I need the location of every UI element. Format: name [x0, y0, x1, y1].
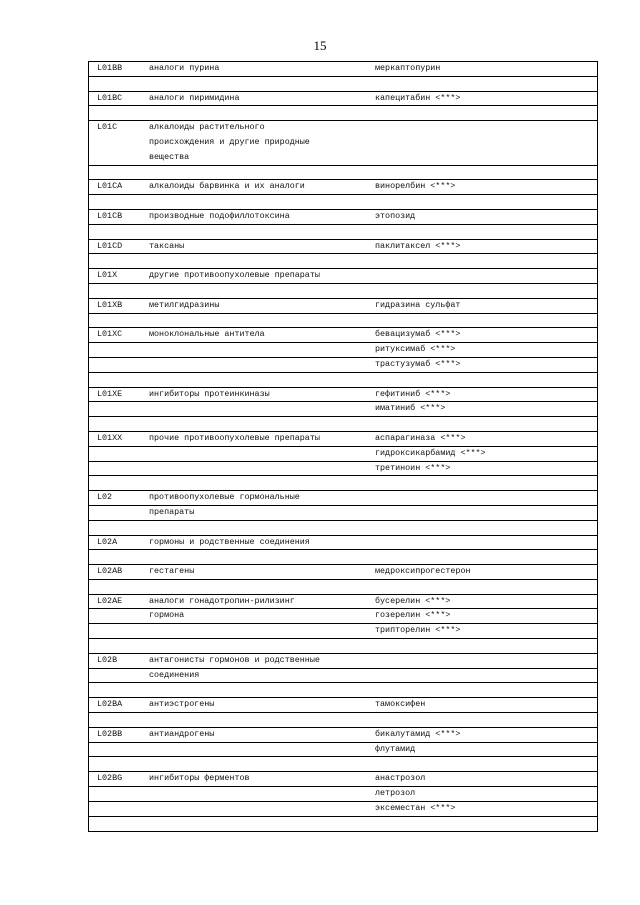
table-row: [89, 77, 597, 92]
table-row: [89, 817, 597, 832]
pharmacological-group-cell: аналоги пурина: [149, 63, 220, 73]
atc-code-cell: L01CB: [97, 210, 123, 221]
drug-name-cell: [367, 491, 597, 505]
table-row: [89, 521, 597, 536]
drug-name-cell: [367, 195, 597, 209]
table-row: [89, 269, 597, 284]
table-row: [89, 728, 597, 743]
table-row: [89, 210, 597, 225]
table-row: [89, 550, 597, 565]
pharmacological-group-cell: [141, 373, 367, 387]
pharmacological-group-cell: [141, 743, 367, 757]
drug-name-cell: флутамид: [375, 743, 416, 754]
table-row: [89, 343, 597, 358]
drug-name-cell: [367, 106, 597, 120]
pharmacological-group-cell: препараты: [149, 506, 195, 517]
pharmacological-group-cell: противоопухолевые гормональные: [149, 492, 300, 503]
atc-code-cell: L02BA: [97, 699, 123, 710]
table-row: [89, 166, 597, 181]
pharmacological-group-cell: [141, 521, 367, 535]
pharmacological-group-cell: ингибиторы ферментов: [149, 773, 250, 784]
table-row: [89, 225, 597, 240]
atc-code-cell: [89, 713, 141, 727]
table-row: [89, 609, 597, 624]
pharmacological-group-cell: [141, 77, 367, 91]
table-row: [89, 757, 597, 772]
pharmacological-group-cell: [141, 462, 367, 476]
pharmacological-group-cell: [141, 802, 367, 816]
drug-name-cell: винорелбин <***>: [375, 181, 456, 192]
table-row: [89, 447, 597, 462]
drug-name-cell: этопозид: [375, 210, 416, 221]
table-row: [89, 62, 597, 77]
pharmacological-group-cell: [141, 166, 367, 180]
table-row: [89, 669, 597, 684]
atc-code-cell: [89, 521, 141, 535]
drug-name-cell: гидразина сульфат: [375, 299, 461, 310]
drug-name-cell: медроксипрогестерон: [375, 566, 471, 577]
atc-code-cell: [89, 550, 141, 564]
atc-code-cell: [89, 743, 141, 757]
atc-code-cell: L01XE: [97, 388, 123, 399]
pharmacological-group-cell: [141, 447, 367, 461]
table-row: [89, 373, 597, 388]
table-row: [89, 683, 597, 698]
drug-name-cell: [367, 654, 597, 668]
table-row: [89, 180, 597, 195]
pharmacological-group-cell: [141, 225, 367, 239]
drug-name-cell: паклитаксел <***>: [375, 240, 461, 251]
table-row: [89, 388, 597, 403]
drug-name-cell: третиноин <***>: [375, 462, 451, 473]
table-row: [89, 402, 597, 417]
atc-code-cell: L02B: [97, 654, 118, 665]
pharmacological-group-cell: [141, 476, 367, 490]
drug-name-cell: бусерелин <***>: [375, 595, 451, 606]
atc-code-cell: [89, 669, 141, 683]
atc-code-cell: [89, 683, 141, 697]
atc-code-cell: L02AB: [97, 566, 123, 577]
drug-name-cell: анастрозол: [375, 773, 426, 784]
table-row: [89, 565, 597, 580]
drug-name-cell: [367, 536, 597, 550]
drug-name-cell: [367, 757, 597, 771]
atc-code-cell: L01BB: [97, 63, 123, 73]
pharmacological-group-cell: моноклональные антитела: [149, 329, 265, 340]
table-row: [89, 136, 597, 151]
table-row: [89, 772, 597, 787]
drug-name-cell: меркаптопурин: [375, 63, 441, 73]
page-number: 15: [313, 38, 327, 53]
drug-name-cell: [367, 77, 597, 91]
atc-code-cell: [89, 314, 141, 328]
pharmacological-group-cell: алкалоиды барвинка и их аналоги: [149, 181, 305, 192]
drug-name-cell: эксеместан <***>: [375, 802, 456, 813]
atc-code-cell: [89, 639, 141, 653]
pharmacological-group-cell: [141, 358, 367, 372]
pharmacological-group-cell: [141, 106, 367, 120]
atc-code-cell: [89, 343, 141, 357]
pharmacological-group-cell: метилгидразины: [149, 299, 220, 310]
pharmacological-group-cell: происхождения и другие природные: [149, 136, 310, 147]
table-row: [89, 787, 597, 802]
drug-name-cell: [367, 121, 597, 135]
atc-code-cell: [89, 166, 141, 180]
atc-code-cell: [89, 580, 141, 594]
table-row: [89, 299, 597, 314]
drug-name-cell: [367, 136, 597, 150]
drug-name-cell: [367, 521, 597, 535]
table-row: [89, 743, 597, 758]
table-row: [89, 698, 597, 713]
pharmacological-group-cell: гормоны и родственные соединения: [149, 536, 310, 547]
drug-name-cell: бикалутамид <***>: [375, 728, 461, 739]
drug-name-cell: [367, 166, 597, 180]
drug-name-cell: [367, 550, 597, 564]
table-row: [89, 417, 597, 432]
atc-code-cell: [89, 417, 141, 431]
pharmacological-group-cell: антиандрогены: [149, 728, 215, 739]
pharmacological-group-cell: гестагены: [149, 566, 195, 577]
table-row: [89, 536, 597, 551]
drug-name-cell: гефитиниб <***>: [375, 388, 451, 399]
table-row: [89, 284, 597, 299]
drug-name-cell: иматиниб <***>: [375, 403, 446, 414]
drug-name-cell: [367, 817, 597, 832]
drug-name-cell: аспарагиназа <***>: [375, 432, 466, 443]
atc-code-cell: [89, 476, 141, 490]
drug-name-cell: [367, 580, 597, 594]
pharmacological-group-cell: производные подофиллотоксина: [149, 210, 290, 221]
atc-code-cell: [89, 77, 141, 91]
drug-name-cell: [367, 254, 597, 268]
pharmacological-group-cell: [141, 580, 367, 594]
atc-code-cell: [89, 284, 141, 298]
atc-code-cell: [89, 254, 141, 268]
table-row: [89, 491, 597, 506]
atc-code-cell: L01C: [97, 122, 118, 133]
drug-name-cell: гозерелин <***>: [375, 610, 451, 621]
pharmacological-group-cell: [141, 343, 367, 357]
atc-code-cell: L02A: [97, 536, 118, 547]
pharmacological-group-cell: [141, 757, 367, 771]
atc-code-cell: L01BC: [97, 92, 123, 103]
drug-name-cell: тамоксифен: [375, 699, 426, 710]
drug-name-cell: [367, 639, 597, 653]
table-row: [89, 476, 597, 491]
atc-code-cell: [89, 106, 141, 120]
pharmacological-group-cell: [141, 817, 367, 832]
table-row: [89, 639, 597, 654]
drug-name-cell: [367, 151, 597, 165]
atc-code-cell: L02BB: [97, 728, 123, 739]
pharmacological-group-cell: [141, 417, 367, 431]
drug-name-cell: бевацизумаб <***>: [375, 329, 461, 340]
pharmacological-group-cell: [141, 402, 367, 416]
table-row: [89, 580, 597, 595]
pharmacological-group-cell: [141, 683, 367, 697]
pharmacological-group-cell: аналоги гонадотропин-рилизинг: [149, 595, 295, 606]
atc-code-cell: [89, 136, 141, 150]
atc-code-cell: L01X: [97, 270, 118, 281]
atc-code-cell: L01CA: [97, 181, 123, 192]
pharmacological-group-cell: вещества: [149, 151, 190, 162]
table-row: [89, 358, 597, 373]
atc-code-cell: [89, 373, 141, 387]
atc-code-cell: L01XB: [97, 299, 123, 310]
table-row: [89, 328, 597, 343]
table-row: [89, 713, 597, 728]
pharmacological-group-cell: [141, 624, 367, 638]
table-row: [89, 506, 597, 521]
atc-code-cell: [89, 624, 141, 638]
table-row: [89, 254, 597, 269]
pharmacological-group-cell: соединения: [149, 669, 200, 680]
atc-code-cell: L01XX: [97, 432, 123, 443]
table-row: [89, 195, 597, 210]
table-row: [89, 240, 597, 255]
atc-code-cell: [89, 447, 141, 461]
atc-code-cell: [89, 462, 141, 476]
pharmacological-group-cell: [141, 787, 367, 801]
table-row: [89, 121, 597, 136]
atc-code-cell: L02BG: [97, 773, 123, 784]
drug-name-cell: трипторелин <***>: [375, 625, 461, 636]
drug-name-cell: [367, 713, 597, 727]
drug-name-cell: ритуксимаб <***>: [375, 344, 456, 355]
drug-name-cell: [367, 683, 597, 697]
pharmacological-group-cell: [141, 639, 367, 653]
pharmacological-group-cell: антиэстрогены: [149, 699, 215, 710]
atc-code-cell: [89, 506, 141, 520]
table-row: [89, 595, 597, 610]
pharmacological-group-cell: [141, 284, 367, 298]
drug-name-cell: летрозол: [375, 788, 416, 799]
drug-name-cell: [367, 373, 597, 387]
table-row: [89, 106, 597, 121]
pharmacological-group-cell: [141, 254, 367, 268]
atc-code-cell: [89, 609, 141, 623]
table-row: [89, 654, 597, 669]
pharmacological-group-cell: алкалоиды растительного: [149, 122, 265, 133]
atc-code-cell: L01XC: [97, 329, 123, 340]
drug-name-cell: [367, 506, 597, 520]
drug-name-cell: [367, 269, 597, 283]
drug-name-cell: [367, 314, 597, 328]
drug-name-cell: капецитабин <***>: [375, 92, 461, 103]
atc-code-cell: [89, 195, 141, 209]
atc-code-cell: [89, 225, 141, 239]
atc-code-cell: L02: [97, 492, 113, 503]
drug-name-cell: [367, 225, 597, 239]
pharmacological-group-cell: прочие противоопухолевые препараты: [149, 432, 320, 443]
table-row: [89, 802, 597, 817]
drug-name-cell: [367, 669, 597, 683]
table-row: [89, 432, 597, 447]
pharmacological-group-cell: гормона: [149, 610, 185, 621]
table-row: [89, 462, 597, 477]
pharmacological-group-cell: ингибиторы протеинкиназы: [149, 388, 270, 399]
atc-code-cell: L01CD: [97, 240, 123, 251]
table-row: [89, 624, 597, 639]
drug-name-cell: [367, 476, 597, 490]
pharmacological-group-cell: аналоги пиримидина: [149, 92, 240, 103]
drug-name-cell: гидроксикарбамид <***>: [375, 447, 486, 458]
atc-code-cell: [89, 358, 141, 372]
pharmacological-group-cell: антагонисты гормонов и родственные: [149, 654, 320, 665]
atc-code-cell: [89, 402, 141, 416]
drug-name-cell: [367, 417, 597, 431]
atc-code-cell: [89, 757, 141, 771]
table-row: [89, 151, 597, 166]
drug-name-cell: трастузумаб <***>: [375, 358, 461, 369]
atc-code-cell: [89, 787, 141, 801]
table-row: [89, 314, 597, 329]
atc-code-cell: [89, 151, 141, 165]
pharmacological-group-cell: [141, 713, 367, 727]
table-row: [89, 92, 597, 107]
pharmacological-group-cell: [141, 314, 367, 328]
drug-classification-table: [88, 61, 598, 832]
pharmacological-group-cell: [141, 550, 367, 564]
pharmacological-group-cell: другие противоопухолевые препараты: [149, 270, 320, 281]
pharmacological-group-cell: [141, 195, 367, 209]
atc-code-cell: [89, 817, 141, 832]
atc-code-cell: L02AE: [97, 595, 123, 606]
pharmacological-group-cell: таксаны: [149, 240, 185, 251]
atc-code-cell: [89, 802, 141, 816]
drug-name-cell: [367, 284, 597, 298]
